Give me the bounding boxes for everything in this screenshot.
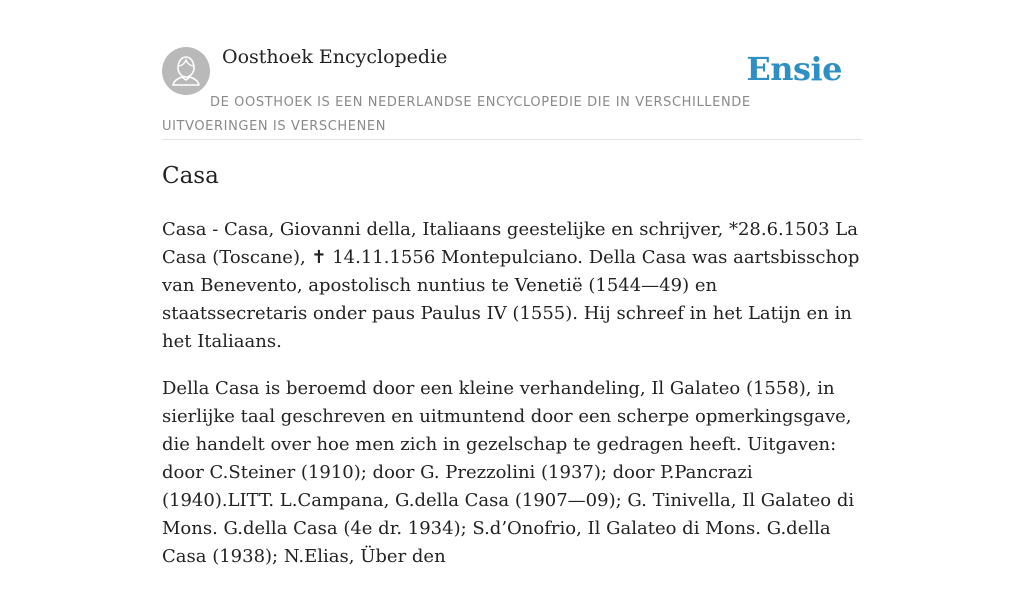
brand-logo[interactable]: Ensie (746, 50, 842, 88)
user-silhouette-icon[interactable] (162, 47, 210, 95)
site-name[interactable]: Oosthoek Encyclopedie (222, 46, 448, 68)
site-header (162, 40, 862, 140)
site-tagline: DE OOSTHOEK IS EEN NEDERLANDSE ENCYCLOPEDIE DIE IN VERSCHILLENDE UITVOERINGEN IS VERSCHENEN (162, 95, 751, 134)
article-paragraph: Della Casa is beroemd door een kleine verhandeling, Il Galateo (1558), in sierlijke taal geschreven en uitmuntend door een scherpe opmerkingsgave, die handelt over hoe men zich in gezelschap te gedragen heeft. Uitgaven: door C.Steiner (1910); door G. Prezzolini (1937); door P.Pancrazi (1940).LITT. L.Campana, G.della Casa (1907—09); G. Tinivella, Il Galateo di Mons. G.della Casa (4e dr. 1934); S.d’Onofrio, Il Galateo di Mons. G.della Casa (1938); N.Elias, Über den (162, 378, 855, 567)
article-body (162, 216, 864, 590)
article-paragraph: Casa - Casa, Giovanni della, Italiaans geestelijke en schrijver, *28.6.1503 La Casa (Toscane), ✝ 14.11.1556 Montepulciano. Della Casa was aartsbisschop van Benevento, apostolisch nuntius te Venetië (1544—49) en staatssecretaris onder paus Paulus IV (1555). Hij schreef in het Latijn en in het Italiaans. (162, 219, 860, 352)
article-title: Casa (162, 163, 219, 189)
